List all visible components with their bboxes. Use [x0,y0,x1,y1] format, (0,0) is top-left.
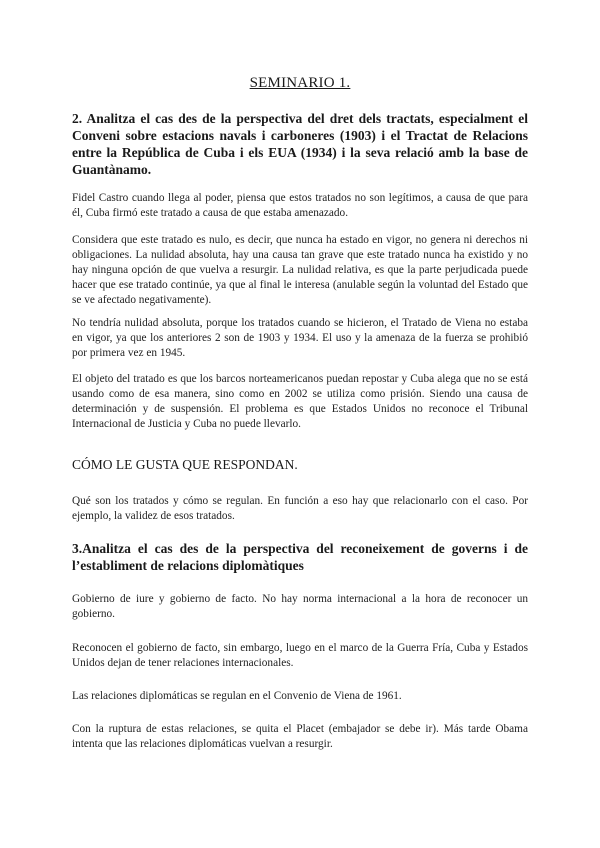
answer-style-heading: CÓMO LE GUSTA QUE RESPONDAN. [72,457,298,472]
section-2-heading: 2. Analitza el cas des de la perspectiva del dret dels tractats, especialment el Conveni sobre estacions navals i carboneres (1903) i el Tractat de Relacions entre la República de Cuba i els EUA (1934) i la seva relació amb la base de Guantànamo. [72,111,528,177]
section-2-paragraph-4: El objeto del tratado es que los barcos norteamericanos puedan repostar y Cuba alega que no se está usando como de esa manera, sino como en 2002 se utiliza como prisión. Siendo una causa de determinación y de suspensión. El problema es que Estados Unidos no reconoce el Tribunal Internacional de Justicia y Cuba no puede llevarlo. [72,373,528,430]
section-3-paragraph-2: Reconocen el gobierno de facto, sin embargo, luego en el marco de la Guerra Fría, Cuba y Estados Unidos dejan de tener relaciones internacionales. [72,642,528,669]
section-3-heading: 3.Analitza el cas des de la perspectiva del reconeixement de governs i de l’establiment de relacions diplomàtiques [72,541,528,573]
section-3-paragraph-4: Con la ruptura de estas relaciones, se quita el Placet (embajador se debe ir). Más tarde Obama intenta que las relaciones diplomáticas vuelvan a resurgir. [72,723,528,750]
section-2-paragraph-3: No tendría nulidad absoluta, porque los tratados cuando se hicieron, el Tratado de Viena no estaba en vigor, ya que los anteriores 2 son de 1903 y 1934. El uso y la amenaza de la fuerza se prohibió por primera vez en 1945. [72,317,528,359]
section-2-paragraph-2: Considera que este tratado es nulo, es decir, que nunca ha estado en vigor, no genera ni derechos ni obligaciones. La nulidad absoluta, hay una causa tan grave que este tratado nunca ha existido y no hay ninguna opción de que vuelva a resurgir. La nulidad relativa, es que la parte perjudicada puede hacer que ese tratado continúe, ya que al final le interesa (anulable según la voluntad del Estado que se ve afectado negativamente). [72,234,528,306]
section-2-paragraph-1: Fidel Castro cuando llega al poder, piensa que estos tratados no son legítimos, a causa de que para él, Cuba firmó este tratado a causa de que estaba amenazado. [72,192,528,219]
answer-style-text: Qué son los tratados y cómo se regulan. En función a eso hay que relacionarlo con el caso. Por ejemplo, la validez de esos tratados. [72,495,528,522]
section-3-paragraph-1: Gobierno de iure y gobierno de facto. No hay norma internacional a la hora de reconocer un gobierno. [72,593,528,620]
section-3-paragraph-3: Las relaciones diplomáticas se regulan en el Convenio de Viena de 1961. [72,690,402,702]
document-title: SEMINARIO 1. [249,75,351,91]
